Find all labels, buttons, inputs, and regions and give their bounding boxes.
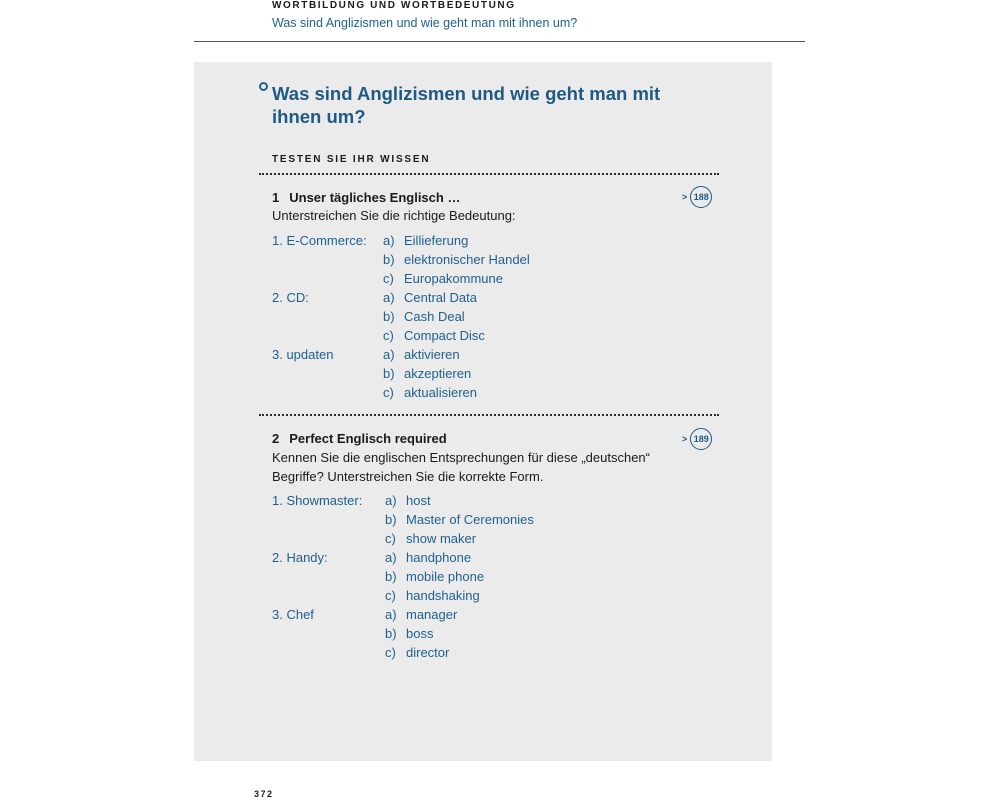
option-letter: a) xyxy=(383,347,395,362)
option-text[interactable]: host xyxy=(406,493,431,508)
page-number: 372 xyxy=(254,789,274,799)
exercise-1-title xyxy=(272,190,460,205)
option-letter: a) xyxy=(385,493,397,508)
section-title: Was sind Anglizismen und wie geht man mit ihnen um? xyxy=(272,16,578,30)
option-text[interactable]: Central Data xyxy=(404,290,477,305)
section-label: WORTBILDUNG UND WORTBEDEUTUNG xyxy=(272,0,516,11)
exercise-1-reference[interactable] xyxy=(682,186,712,208)
testen-label: TESTEN SIE IHR WISSEN xyxy=(272,154,431,165)
reference-arrow-icon: > xyxy=(682,434,688,444)
option-letter: c) xyxy=(383,385,394,400)
option-text[interactable]: Europakommune xyxy=(404,271,503,286)
exercise-2-reference[interactable] xyxy=(682,428,712,450)
option-letter: c) xyxy=(383,271,394,286)
option-letter: a) xyxy=(383,233,395,248)
exercise-number: 1 xyxy=(272,190,280,205)
running-head xyxy=(272,0,577,30)
reference-badge: 189 xyxy=(690,428,712,450)
option-text[interactable]: elektronischer Handel xyxy=(404,252,530,267)
option-letter: b) xyxy=(383,366,395,381)
option-text[interactable]: director xyxy=(406,645,450,660)
option-text[interactable]: aktualisieren xyxy=(404,385,477,400)
item-term: 2. CD: xyxy=(272,290,309,305)
item-term: 3. updaten xyxy=(272,347,334,362)
option-letter: b) xyxy=(385,626,397,641)
option-letter: c) xyxy=(385,531,396,546)
exercise-2-title xyxy=(272,431,447,446)
option-letter: a) xyxy=(385,607,397,622)
option-letter: b) xyxy=(383,309,395,324)
option-text[interactable]: Eillieferung xyxy=(404,233,469,248)
page-title: Was sind Anglizismen und wie geht man mit ihnen um? xyxy=(272,83,661,127)
option-text[interactable]: boss xyxy=(406,626,434,641)
reference-badge: 188 xyxy=(690,186,712,208)
title-bullet-icon xyxy=(259,82,268,91)
exercise-2-instruction: Kennen Sie die englischen Entsprechungen für diese „deutschen“ Begriffe? Unterstreichen Sie die korrekte Form. xyxy=(272,450,650,484)
option-text[interactable]: handphone xyxy=(406,550,472,565)
option-letter: a) xyxy=(383,290,395,305)
option-letter: c) xyxy=(385,588,396,603)
option-letter: c) xyxy=(383,328,394,343)
item-term: 1. Showmaster: xyxy=(272,493,363,508)
dotted-divider xyxy=(259,414,719,416)
option-text[interactable]: handshaking xyxy=(406,588,480,603)
option-text[interactable]: mobile phone xyxy=(406,569,485,584)
exercise-title-text: Unser tägliches Englisch … xyxy=(289,190,461,205)
header-divider xyxy=(194,41,805,42)
exercise-title-text: Perfect Englisch required xyxy=(289,431,447,446)
option-text[interactable]: aktivieren xyxy=(404,347,460,362)
option-text[interactable]: akzeptieren xyxy=(404,366,472,381)
option-text[interactable]: Master of Ceremonies xyxy=(406,512,534,527)
dotted-divider xyxy=(259,173,719,175)
item-term: 2. Handy: xyxy=(272,550,328,565)
option-text[interactable]: Compact Disc xyxy=(404,328,485,343)
item-term: 1. E-Commerce: xyxy=(272,233,367,248)
exercise-1-instruction: Unterstreichen Sie die richtige Bedeutung: xyxy=(272,208,516,223)
option-letter: a) xyxy=(385,550,397,565)
reference-arrow-icon: > xyxy=(682,192,688,202)
option-letter: b) xyxy=(383,252,395,267)
option-letter: b) xyxy=(385,512,397,527)
option-text[interactable]: Cash Deal xyxy=(404,309,465,324)
item-term: 3. Chef xyxy=(272,607,314,622)
exercise-panel xyxy=(194,62,772,761)
option-text[interactable]: show maker xyxy=(406,531,477,546)
option-letter: b) xyxy=(385,569,397,584)
option-letter: c) xyxy=(385,645,396,660)
exercise-number: 2 xyxy=(272,431,280,446)
option-text[interactable]: manager xyxy=(406,607,458,622)
